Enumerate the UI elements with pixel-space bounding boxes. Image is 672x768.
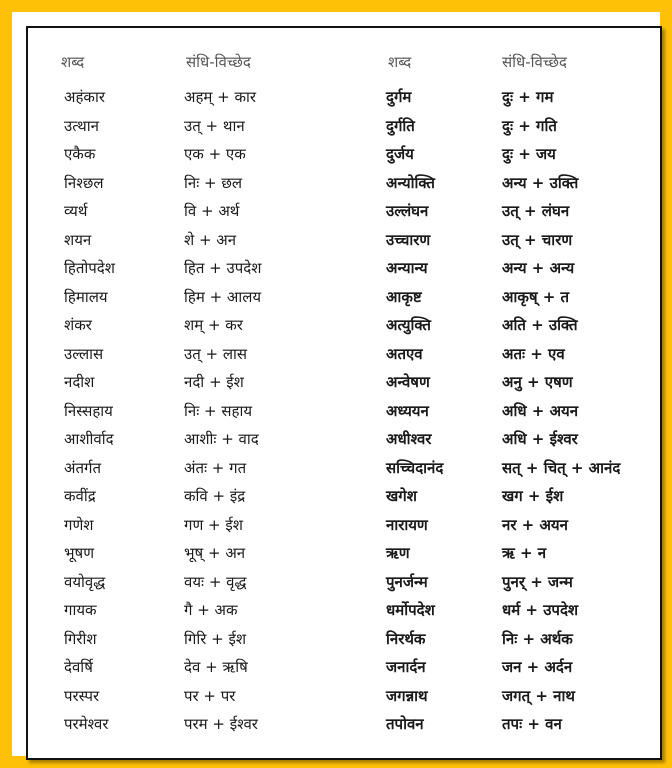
table-row (28, 143, 660, 169)
cell-word-left: उल्लास (64, 344, 104, 363)
cell-word-left: गणेश (64, 515, 94, 534)
cell-sandhi-left: एक + एक (184, 145, 246, 163)
table-row (28, 86, 660, 112)
cell-word-right: तपोवन (386, 715, 424, 733)
cell-word-left: अहंकार (64, 88, 105, 106)
cell-sandhi-left: गै + अक (184, 601, 238, 619)
cell-word-left: गायक (64, 601, 97, 619)
cell-sandhi-left: निः + छल (184, 173, 243, 192)
cell-sandhi-right: अधि + अयन (502, 401, 579, 420)
table-row (28, 229, 660, 255)
table-row (28, 400, 660, 426)
header-sandhi-left: संधि-विच्छेद (186, 53, 251, 71)
cell-word-right: जगन्नाथ (386, 686, 428, 705)
cell-sandhi-right: अधि + ईश्वर (502, 430, 578, 448)
cell-word-left: वयोवृद्ध (64, 572, 106, 591)
sandhi-table-card (26, 26, 662, 760)
cell-word-left: शंकर (64, 316, 92, 334)
cell-sandhi-right: सत् + चित् + आनंद (502, 458, 621, 477)
cell-sandhi-left: नदी + ईश (184, 373, 244, 391)
cell-word-right: अतएव (386, 344, 423, 363)
table-row (28, 428, 660, 454)
table-row (28, 257, 660, 283)
cell-sandhi-left: आशीः + वाद (184, 430, 259, 448)
cell-word-right: दुर्गति (386, 116, 415, 135)
cell-word-right: अन्वेषण (386, 373, 430, 391)
cell-word-left: परमेश्वर (64, 715, 109, 733)
table-row (28, 656, 660, 682)
cell-sandhi-left: गिरि + ईश (184, 629, 247, 648)
cell-word-left: शयन (64, 230, 92, 249)
cell-sandhi-left: वयः + वृद्ध (184, 572, 247, 591)
cell-sandhi-left: शम् + कर (184, 316, 243, 334)
cell-word-left: एकैक (64, 145, 96, 163)
cell-sandhi-left: पर + पर (184, 686, 236, 705)
table-row (28, 314, 660, 340)
table-row (28, 457, 660, 483)
cell-sandhi-right: धर्म + उपदेश (502, 601, 579, 619)
cell-sandhi-right: जगत् + नाथ (502, 686, 575, 705)
cell-word-left: व्यर्थ (64, 202, 88, 220)
cell-sandhi-left: वि + अर्थ (184, 202, 240, 220)
cell-sandhi-right: दुः + गति (502, 116, 557, 135)
cell-sandhi-left: निः + सहाय (184, 401, 253, 420)
cell-word-left: उत्थान (64, 116, 99, 135)
header-word-right: शब्द (388, 53, 412, 71)
table-row (28, 542, 660, 568)
cell-sandhi-right: उत् + लंघन (502, 202, 570, 220)
cell-word-right: अत्युक्ति (386, 316, 431, 334)
cell-word-left: निश्छल (64, 173, 104, 192)
table-row (28, 172, 660, 198)
cell-sandhi-right: दुः + गम (502, 88, 554, 106)
header-word-left: शब्द (61, 53, 85, 71)
cell-word-right: उल्लंघन (386, 202, 429, 220)
cell-sandhi-left: अंतः + गत (184, 458, 247, 477)
cell-sandhi-right: जन + अर्दन (502, 658, 573, 676)
cell-word-right: ऋण (386, 544, 410, 562)
cell-word-right: अधीश्वर (386, 430, 432, 448)
table-row (28, 371, 660, 397)
cell-word-right: दुर्गम (386, 88, 412, 106)
cell-word-right: दुर्जय (386, 145, 414, 163)
table-row (28, 514, 660, 540)
cell-word-left: परस्पर (64, 686, 100, 705)
cell-word-right: अन्योक्ति (386, 173, 435, 192)
cell-sandhi-left: अहम् + कार (184, 88, 257, 106)
cell-word-left: देवर्षि (64, 658, 93, 676)
cell-sandhi-right: नर + अयन (502, 515, 568, 534)
cell-sandhi-right: अनु + एषण (502, 373, 573, 391)
cell-word-right: अध्ययन (386, 401, 429, 420)
cell-word-right: जनार्दन (386, 658, 426, 676)
cell-sandhi-left: उत् + लास (184, 344, 248, 363)
table-row (28, 286, 660, 312)
cell-sandhi-right: अन्य + उक्ति (502, 173, 579, 192)
cell-sandhi-left: देव + ऋषि (184, 658, 248, 676)
cell-sandhi-left: भूष् + अन (184, 544, 246, 562)
cell-word-right: अन्यान्य (386, 259, 428, 277)
table-row (28, 343, 660, 369)
cell-word-right: निरर्थक (386, 629, 426, 648)
cell-sandhi-right: अति + उक्ति (502, 316, 578, 334)
cell-word-right: आकृष्ट (386, 287, 422, 306)
table-row (28, 571, 660, 597)
cell-word-right: नारायण (386, 515, 428, 534)
cell-sandhi-left: कवि + इंद्र (184, 487, 246, 505)
cell-word-left: गिरीश (64, 629, 97, 648)
cell-sandhi-right: आकृष् + त (502, 287, 570, 306)
cell-word-right: पुनर्जन्म (386, 572, 428, 591)
cell-sandhi-right: अन्य + अन्य (502, 259, 575, 277)
cell-sandhi-right: ऋ + न (502, 544, 547, 562)
cell-word-left: अंतर्गत (64, 458, 102, 477)
cell-sandhi-left: गण + ईश (184, 515, 243, 534)
table-row (28, 713, 660, 739)
cell-sandhi-right: तपः + वन (502, 715, 562, 733)
cell-sandhi-left: उत् + थान (184, 116, 245, 135)
cell-word-left: नदीश (64, 373, 95, 391)
table-row (28, 115, 660, 141)
cell-word-right: धर्मोपदेश (386, 601, 435, 619)
cell-sandhi-left: हिम + आलय (184, 287, 262, 306)
table-row (28, 628, 660, 654)
cell-word-left: हिमालय (64, 287, 108, 306)
cell-sandhi-right: खग + ईश (502, 487, 564, 505)
cell-sandhi-left: शे + अन (184, 230, 237, 249)
cell-word-left: कवींद्र (64, 487, 96, 505)
cell-word-left: हितोपदेश (64, 259, 115, 277)
table-row (28, 599, 660, 625)
table-row (28, 685, 660, 711)
cell-word-left: निस्सहाय (64, 401, 113, 420)
table-row (28, 200, 660, 226)
cell-sandhi-right: निः + अर्थक (502, 629, 573, 648)
cell-sandhi-left: हित + उपदेश (184, 259, 262, 277)
cell-word-right: खगेश (386, 487, 417, 505)
header-sandhi-right: संधि-विच्छेद (502, 53, 567, 71)
cell-word-right: उच्चारण (386, 230, 431, 249)
cell-sandhi-right: अतः + एव (502, 344, 565, 363)
cell-word-left: आशीर्वाद (64, 430, 114, 448)
cell-sandhi-right: उत् + चारण (502, 230, 573, 249)
cell-word-left: भूषण (64, 544, 95, 562)
table-row (28, 485, 660, 511)
cell-sandhi-left: परम + ईश्वर (184, 715, 258, 733)
cell-sandhi-right: दुः + जय (502, 145, 556, 163)
cell-sandhi-right: पुनर् + जन्म (502, 572, 573, 591)
cell-word-right: सच्चिदानंद (386, 458, 444, 477)
